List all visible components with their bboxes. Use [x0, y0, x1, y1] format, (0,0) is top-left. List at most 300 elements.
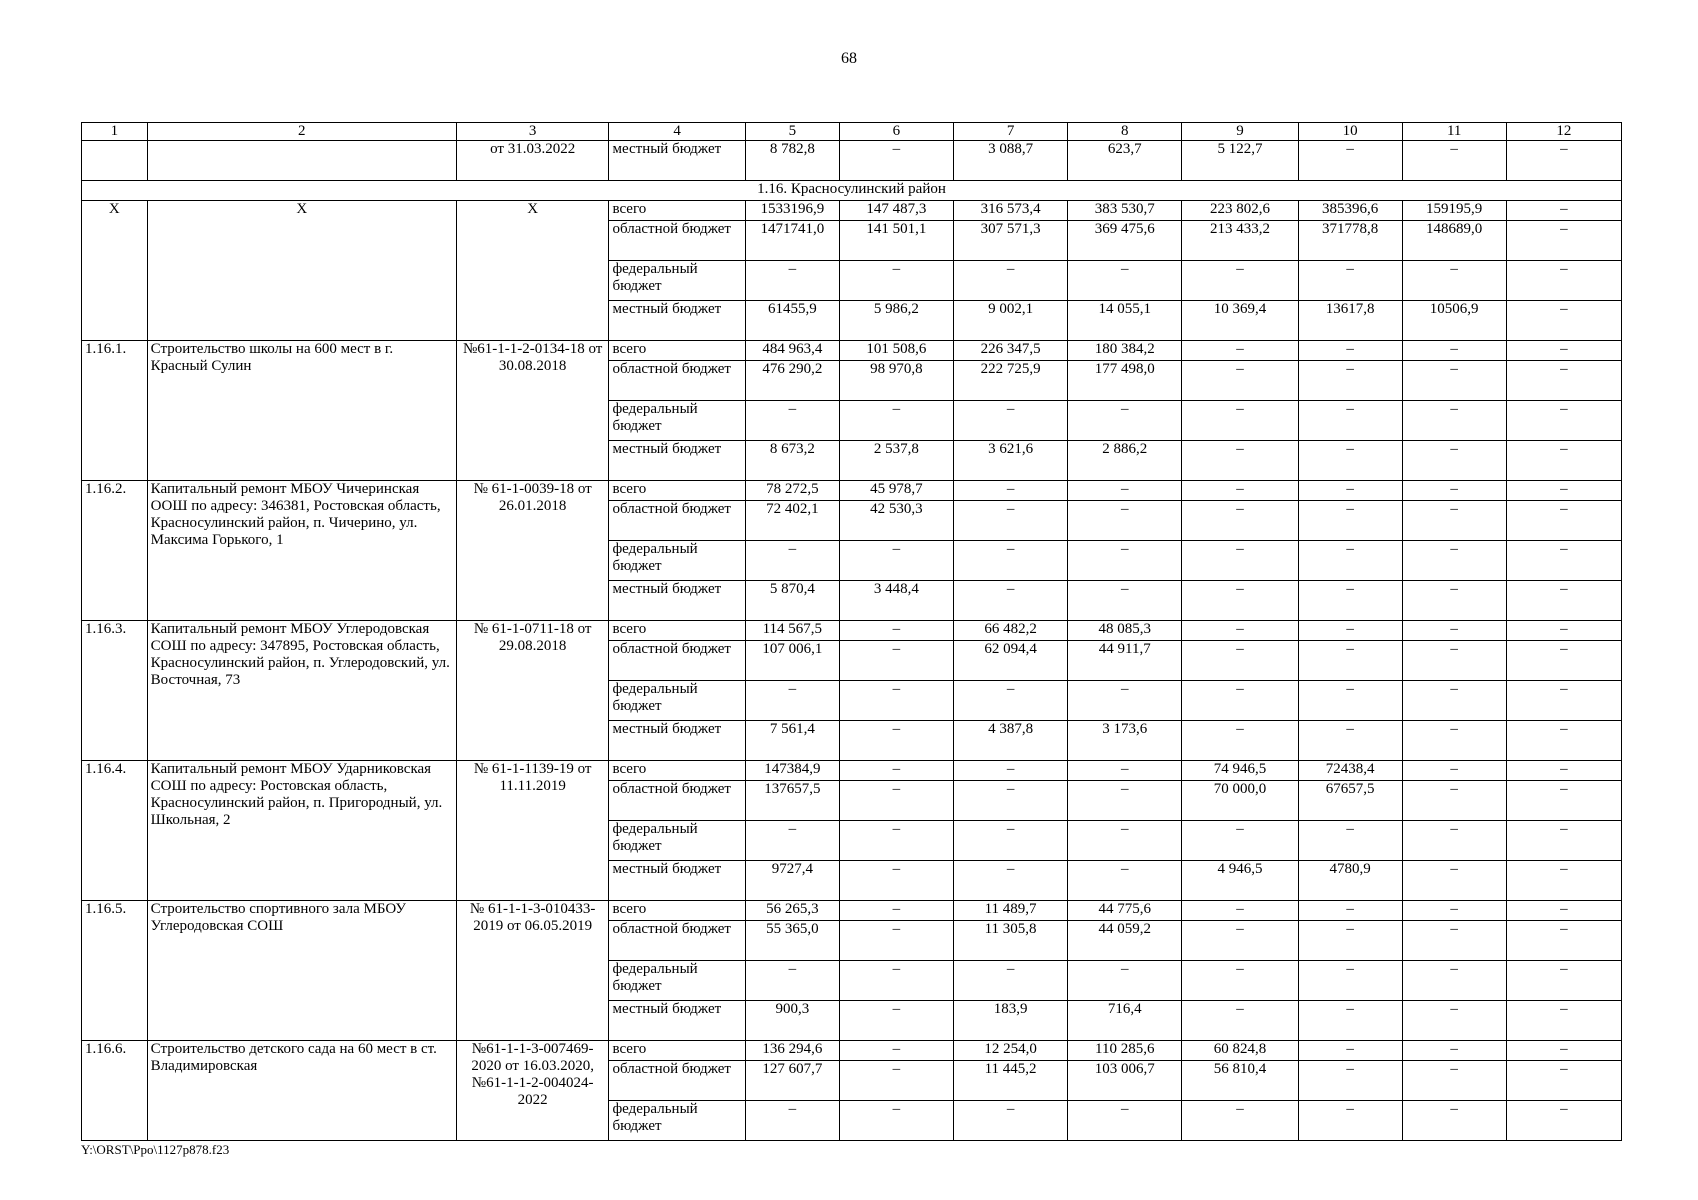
- value-cell: –: [1506, 501, 1621, 541]
- value-cell: –: [1068, 581, 1182, 621]
- document-reference: № 61-1-0711-18 от 29.08.2018: [456, 621, 609, 761]
- value-cell: –: [1506, 821, 1621, 861]
- value-cell: –: [1402, 681, 1506, 721]
- value-cell: –: [1298, 501, 1402, 541]
- value-cell: –: [1298, 401, 1402, 441]
- item-number: 1.16.3.: [82, 621, 148, 761]
- value-cell: –: [1506, 261, 1621, 301]
- value-cell: 48 085,3: [1068, 621, 1182, 641]
- section-title-row: [82, 181, 1622, 201]
- value-cell: –: [1506, 961, 1621, 1001]
- budget-type: местный бюджет: [609, 861, 745, 901]
- value-cell: 62 094,4: [954, 641, 1068, 681]
- value-cell: –: [954, 961, 1068, 1001]
- value-cell: 183,9: [954, 1001, 1068, 1041]
- value-cell: 9 002,1: [954, 301, 1068, 341]
- column-number-row: [82, 123, 1622, 141]
- budget-type: областной бюджет: [609, 501, 745, 541]
- value-cell: 42 530,3: [839, 501, 953, 541]
- column-number: 5: [745, 123, 839, 141]
- value-cell: –: [745, 541, 839, 581]
- section-title: 1.16. Красносулинский район: [82, 181, 1622, 201]
- value-cell: –: [1402, 1101, 1506, 1141]
- value-cell: –: [839, 901, 953, 921]
- value-cell: –: [1298, 641, 1402, 681]
- value-cell: 60 824,8: [1182, 1041, 1298, 1061]
- value-cell: 3 088,7: [954, 141, 1068, 181]
- value-cell: –: [1068, 541, 1182, 581]
- value-cell: –: [1298, 1041, 1402, 1061]
- value-cell: –: [1506, 1101, 1621, 1141]
- document-reference: Х: [456, 201, 609, 341]
- value-cell: –: [839, 781, 953, 821]
- value-cell: –: [1506, 441, 1621, 481]
- object-name: Строительство спортивного зала МБОУ Углеродовская СОШ: [147, 901, 456, 1041]
- value-cell: –: [1506, 301, 1621, 341]
- column-number: 3: [456, 123, 609, 141]
- value-cell: 484 963,4: [745, 341, 839, 361]
- value-cell: –: [1068, 481, 1182, 501]
- value-cell: –: [745, 401, 839, 441]
- value-cell: –: [839, 721, 953, 761]
- value-cell: 5 870,4: [745, 581, 839, 621]
- column-number: 8: [1068, 123, 1182, 141]
- value-cell: –: [839, 541, 953, 581]
- value-cell: 2 537,8: [839, 441, 953, 481]
- budget-type: федеральный бюджет: [609, 961, 745, 1001]
- value-cell: 10506,9: [1402, 301, 1506, 341]
- value-cell: –: [1068, 761, 1182, 781]
- value-cell: –: [1182, 501, 1298, 541]
- value-cell: 110 285,6: [1068, 1041, 1182, 1061]
- value-cell: –: [1182, 901, 1298, 921]
- value-cell: –: [1182, 821, 1298, 861]
- value-cell: –: [1402, 721, 1506, 761]
- value-cell: 44 059,2: [1068, 921, 1182, 961]
- value-cell: –: [1068, 1101, 1182, 1141]
- budget-type: всего: [609, 341, 745, 361]
- document-reference: №61-1-1-2-0134-18 от 30.08.2018: [456, 341, 609, 481]
- value-cell: –: [954, 681, 1068, 721]
- object-name: Капитальный ремонт МБОУ Чичеринская ООШ по адресу: 346381, Ростовская область, Красносулинский район, п. Чичерино, ул. Максима Горького, 1: [147, 481, 456, 621]
- budget-type: местный бюджет: [609, 441, 745, 481]
- document-reference: от 31.03.2022: [456, 141, 609, 181]
- value-cell: –: [745, 821, 839, 861]
- value-cell: –: [1402, 341, 1506, 361]
- table-row: [82, 481, 1622, 501]
- value-cell: 12 254,0: [954, 1041, 1068, 1061]
- value-cell: –: [839, 141, 953, 181]
- object-name: Х: [147, 201, 456, 341]
- value-cell: –: [1506, 541, 1621, 581]
- value-cell: –: [1402, 641, 1506, 681]
- value-cell: –: [1182, 541, 1298, 581]
- value-cell: –: [1298, 1101, 1402, 1141]
- value-cell: –: [1182, 401, 1298, 441]
- value-cell: 4 946,5: [1182, 861, 1298, 901]
- value-cell: 900,3: [745, 1001, 839, 1041]
- value-cell: 7 561,4: [745, 721, 839, 761]
- value-cell: 371778,8: [1298, 221, 1402, 261]
- value-cell: –: [954, 541, 1068, 581]
- budget-type: всего: [609, 761, 745, 781]
- value-cell: –: [1298, 141, 1402, 181]
- value-cell: 56 810,4: [1182, 1061, 1298, 1101]
- value-cell: 4 387,8: [954, 721, 1068, 761]
- column-number: 4: [609, 123, 745, 141]
- object-name: Капитальный ремонт МБОУ Углеродовская СОШ по адресу: 347895, Ростовская область, Красносулинский район, п. Углеродовский, ул. Восточная, 73: [147, 621, 456, 761]
- value-cell: –: [1068, 681, 1182, 721]
- value-cell: –: [839, 1061, 953, 1101]
- value-cell: –: [1506, 481, 1621, 501]
- value-cell: –: [1182, 341, 1298, 361]
- table-row: [82, 341, 1622, 361]
- value-cell: 136 294,6: [745, 1041, 839, 1061]
- value-cell: –: [1402, 781, 1506, 821]
- value-cell: –: [1068, 961, 1182, 1001]
- object-name: Капитальный ремонт МБОУ Ударниковская СОШ по адресу: Ростовская область, Красносулинский район, п. Пригородный, ул. Школьная, 2: [147, 761, 456, 901]
- value-cell: –: [1506, 1061, 1621, 1101]
- value-cell: 72 402,1: [745, 501, 839, 541]
- value-cell: –: [1506, 861, 1621, 901]
- value-cell: –: [1402, 821, 1506, 861]
- budget-type: областной бюджет: [609, 641, 745, 681]
- value-cell: 107 006,1: [745, 641, 839, 681]
- column-number: 7: [954, 123, 1068, 141]
- value-cell: –: [1506, 921, 1621, 961]
- budget-type: федеральный бюджет: [609, 1101, 745, 1141]
- value-cell: –: [1506, 781, 1621, 821]
- value-cell: –: [1402, 501, 1506, 541]
- value-cell: –: [1402, 401, 1506, 441]
- column-number: 12: [1506, 123, 1621, 141]
- value-cell: –: [839, 921, 953, 961]
- value-cell: –: [1182, 361, 1298, 401]
- column-number: 11: [1402, 123, 1506, 141]
- value-cell: 1471741,0: [745, 221, 839, 261]
- value-cell: 8 673,2: [745, 441, 839, 481]
- value-cell: 5 122,7: [1182, 141, 1298, 181]
- value-cell: –: [745, 1101, 839, 1141]
- value-cell: –: [745, 261, 839, 301]
- value-cell: 74 946,5: [1182, 761, 1298, 781]
- value-cell: –: [1298, 581, 1402, 621]
- value-cell: 226 347,5: [954, 341, 1068, 361]
- value-cell: 10 369,4: [1182, 301, 1298, 341]
- value-cell: –: [1298, 541, 1402, 581]
- value-cell: –: [1402, 261, 1506, 301]
- budget-type: областной бюджет: [609, 361, 745, 401]
- value-cell: –: [1402, 901, 1506, 921]
- value-cell: –: [1182, 681, 1298, 721]
- document-reference: №61-1-1-3-007469-2020 от 16.03.2020, №61-1-1-2-004024-2022: [456, 1041, 609, 1141]
- value-cell: –: [1506, 761, 1621, 781]
- budget-type: областной бюджет: [609, 221, 745, 261]
- item-number: 1.16.1.: [82, 341, 148, 481]
- value-cell: 11 305,8: [954, 921, 1068, 961]
- value-cell: –: [1298, 681, 1402, 721]
- value-cell: –: [1182, 1001, 1298, 1041]
- budget-type: местный бюджет: [609, 581, 745, 621]
- value-cell: –: [1506, 1001, 1621, 1041]
- value-cell: –: [1182, 621, 1298, 641]
- value-cell: 222 725,9: [954, 361, 1068, 401]
- value-cell: 66 482,2: [954, 621, 1068, 641]
- value-cell: –: [839, 261, 953, 301]
- value-cell: 716,4: [1068, 1001, 1182, 1041]
- value-cell: 223 802,6: [1182, 201, 1298, 221]
- value-cell: 67657,5: [1298, 781, 1402, 821]
- item-number: 1.16.2.: [82, 481, 148, 621]
- value-cell: –: [1298, 1001, 1402, 1041]
- budget-type: местный бюджет: [609, 721, 745, 761]
- value-cell: –: [1402, 481, 1506, 501]
- value-cell: –: [839, 641, 953, 681]
- value-cell: 1533196,9: [745, 201, 839, 221]
- budget-type: федеральный бюджет: [609, 401, 745, 441]
- budget-type: местный бюджет: [609, 141, 745, 181]
- value-cell: 137657,5: [745, 781, 839, 821]
- value-cell: –: [839, 861, 953, 901]
- value-cell: –: [1402, 1001, 1506, 1041]
- value-cell: 213 433,2: [1182, 221, 1298, 261]
- value-cell: –: [839, 1101, 953, 1141]
- value-cell: –: [745, 961, 839, 1001]
- object-name: [147, 141, 456, 181]
- value-cell: 3 173,6: [1068, 721, 1182, 761]
- value-cell: –: [1506, 901, 1621, 921]
- value-cell: 385396,6: [1298, 201, 1402, 221]
- value-cell: –: [1402, 1061, 1506, 1101]
- value-cell: –: [1068, 861, 1182, 901]
- item-number: 1.16.6.: [82, 1041, 148, 1141]
- footer-path: Y:\ORST\Ppo\1127p878.f23: [81, 1142, 230, 1157]
- budget-type: федеральный бюджет: [609, 261, 745, 301]
- value-cell: –: [1068, 261, 1182, 301]
- value-cell: 70 000,0: [1182, 781, 1298, 821]
- column-number: 9: [1182, 123, 1298, 141]
- value-cell: –: [1068, 401, 1182, 441]
- table-row: [82, 901, 1622, 921]
- value-cell: –: [1182, 921, 1298, 961]
- page-number: 68: [841, 50, 857, 67]
- value-cell: –: [839, 821, 953, 861]
- value-cell: –: [1182, 1101, 1298, 1141]
- value-cell: –: [954, 581, 1068, 621]
- value-cell: 177 498,0: [1068, 361, 1182, 401]
- value-cell: –: [954, 1101, 1068, 1141]
- value-cell: –: [1182, 721, 1298, 761]
- value-cell: 72438,4: [1298, 761, 1402, 781]
- value-cell: –: [1182, 961, 1298, 1001]
- budget-type: федеральный бюджет: [609, 821, 745, 861]
- value-cell: 8 782,8: [745, 141, 839, 181]
- budget-type: местный бюджет: [609, 1001, 745, 1041]
- value-cell: –: [1506, 201, 1621, 221]
- value-cell: –: [954, 261, 1068, 301]
- value-cell: –: [1506, 1041, 1621, 1061]
- item-number: 1.16.4.: [82, 761, 148, 901]
- value-cell: –: [1298, 901, 1402, 921]
- column-number: 2: [147, 123, 456, 141]
- value-cell: –: [1506, 341, 1621, 361]
- value-cell: 11 489,7: [954, 901, 1068, 921]
- value-cell: 148689,0: [1402, 221, 1506, 261]
- value-cell: 101 508,6: [839, 341, 953, 361]
- value-cell: –: [839, 681, 953, 721]
- value-cell: –: [1402, 361, 1506, 401]
- value-cell: –: [1506, 221, 1621, 261]
- value-cell: –: [1506, 401, 1621, 441]
- value-cell: –: [1298, 961, 1402, 1001]
- object-name: Строительство детского сада на 60 мест в ст. Владимировская: [147, 1041, 456, 1141]
- budget-type: местный бюджет: [609, 301, 745, 341]
- value-cell: –: [1402, 761, 1506, 781]
- table-row: [82, 1041, 1622, 1061]
- value-cell: 13617,8: [1298, 301, 1402, 341]
- value-cell: –: [839, 401, 953, 441]
- item-number: [82, 141, 148, 181]
- value-cell: –: [954, 821, 1068, 861]
- document-reference: № 61-1-0039-18 от 26.01.2018: [456, 481, 609, 621]
- value-cell: –: [1182, 481, 1298, 501]
- table-row: [82, 761, 1622, 781]
- value-cell: –: [1506, 141, 1621, 181]
- value-cell: 78 272,5: [745, 481, 839, 501]
- value-cell: –: [839, 761, 953, 781]
- value-cell: –: [1402, 861, 1506, 901]
- column-number: 10: [1298, 123, 1402, 141]
- value-cell: 159195,9: [1402, 201, 1506, 221]
- value-cell: –: [1506, 721, 1621, 761]
- table-row: [82, 621, 1622, 641]
- table-row: [82, 201, 1622, 221]
- value-cell: 98 970,8: [839, 361, 953, 401]
- value-cell: –: [1298, 341, 1402, 361]
- value-cell: 4780,9: [1298, 861, 1402, 901]
- value-cell: 9727,4: [745, 861, 839, 901]
- budget-type: всего: [609, 1041, 745, 1061]
- column-number: 1: [82, 123, 148, 141]
- value-cell: –: [1506, 361, 1621, 401]
- value-cell: 3 448,4: [839, 581, 953, 621]
- budget-type: всего: [609, 481, 745, 501]
- value-cell: –: [1298, 1061, 1402, 1101]
- item-number: 1.16.5.: [82, 901, 148, 1041]
- value-cell: –: [1402, 961, 1506, 1001]
- value-cell: 14 055,1: [1068, 301, 1182, 341]
- value-cell: 2 886,2: [1068, 441, 1182, 481]
- value-cell: –: [1402, 1041, 1506, 1061]
- value-cell: 316 573,4: [954, 201, 1068, 221]
- value-cell: 11 445,2: [954, 1061, 1068, 1101]
- value-cell: 180 384,2: [1068, 341, 1182, 361]
- value-cell: 383 530,7: [1068, 201, 1182, 221]
- value-cell: 476 290,2: [745, 361, 839, 401]
- value-cell: 147384,9: [745, 761, 839, 781]
- value-cell: –: [1298, 441, 1402, 481]
- column-number: 6: [839, 123, 953, 141]
- value-cell: 127 607,7: [745, 1061, 839, 1101]
- financing-table: [81, 122, 1622, 1141]
- table-body: [82, 123, 1622, 1141]
- value-cell: –: [745, 681, 839, 721]
- value-cell: –: [1506, 681, 1621, 721]
- budget-type: всего: [609, 901, 745, 921]
- value-cell: –: [1402, 621, 1506, 641]
- value-cell: 61455,9: [745, 301, 839, 341]
- document-reference: № 61-1-1-3-010433-2019 от 06.05.2019: [456, 901, 609, 1041]
- item-number: Х: [82, 201, 148, 341]
- budget-type: областной бюджет: [609, 1061, 745, 1101]
- value-cell: –: [1506, 621, 1621, 641]
- value-cell: 44 911,7: [1068, 641, 1182, 681]
- value-cell: –: [839, 961, 953, 1001]
- budget-type: всего: [609, 621, 745, 641]
- value-cell: –: [1298, 621, 1402, 641]
- budget-type: областной бюджет: [609, 781, 745, 821]
- value-cell: –: [1182, 441, 1298, 481]
- budget-type: областной бюджет: [609, 921, 745, 961]
- value-cell: 147 487,3: [839, 201, 953, 221]
- value-cell: –: [954, 861, 1068, 901]
- value-cell: –: [1298, 821, 1402, 861]
- value-cell: –: [954, 781, 1068, 821]
- budget-type: федеральный бюджет: [609, 681, 745, 721]
- value-cell: 623,7: [1068, 141, 1182, 181]
- value-cell: 369 475,6: [1068, 221, 1182, 261]
- value-cell: –: [1068, 821, 1182, 861]
- budget-type: федеральный бюджет: [609, 541, 745, 581]
- value-cell: 114 567,5: [745, 621, 839, 641]
- value-cell: 55 365,0: [745, 921, 839, 961]
- value-cell: –: [839, 621, 953, 641]
- value-cell: –: [1506, 641, 1621, 681]
- value-cell: –: [1068, 781, 1182, 821]
- value-cell: 3 621,6: [954, 441, 1068, 481]
- value-cell: –: [954, 501, 1068, 541]
- value-cell: 141 501,1: [839, 221, 953, 261]
- value-cell: –: [1298, 261, 1402, 301]
- value-cell: –: [1182, 261, 1298, 301]
- value-cell: –: [1402, 541, 1506, 581]
- value-cell: –: [954, 401, 1068, 441]
- value-cell: 103 006,7: [1068, 1061, 1182, 1101]
- object-name: Строительство школы на 600 мест в г. Красный Сулин: [147, 341, 456, 481]
- value-cell: 5 986,2: [839, 301, 953, 341]
- value-cell: –: [954, 481, 1068, 501]
- value-cell: 307 571,3: [954, 221, 1068, 261]
- value-cell: –: [1298, 921, 1402, 961]
- value-cell: 44 775,6: [1068, 901, 1182, 921]
- value-cell: –: [1182, 641, 1298, 681]
- value-cell: 45 978,7: [839, 481, 953, 501]
- value-cell: –: [1402, 441, 1506, 481]
- value-cell: –: [839, 1041, 953, 1061]
- value-cell: –: [1402, 921, 1506, 961]
- value-cell: –: [839, 1001, 953, 1041]
- value-cell: –: [1182, 581, 1298, 621]
- value-cell: 56 265,3: [745, 901, 839, 921]
- document-reference: № 61-1-1139-19 от 11.11.2019: [456, 761, 609, 901]
- value-cell: –: [1068, 501, 1182, 541]
- value-cell: –: [1298, 481, 1402, 501]
- value-cell: –: [1402, 141, 1506, 181]
- value-cell: –: [1298, 361, 1402, 401]
- value-cell: –: [1506, 581, 1621, 621]
- value-cell: –: [1298, 721, 1402, 761]
- budget-type: всего: [609, 201, 745, 221]
